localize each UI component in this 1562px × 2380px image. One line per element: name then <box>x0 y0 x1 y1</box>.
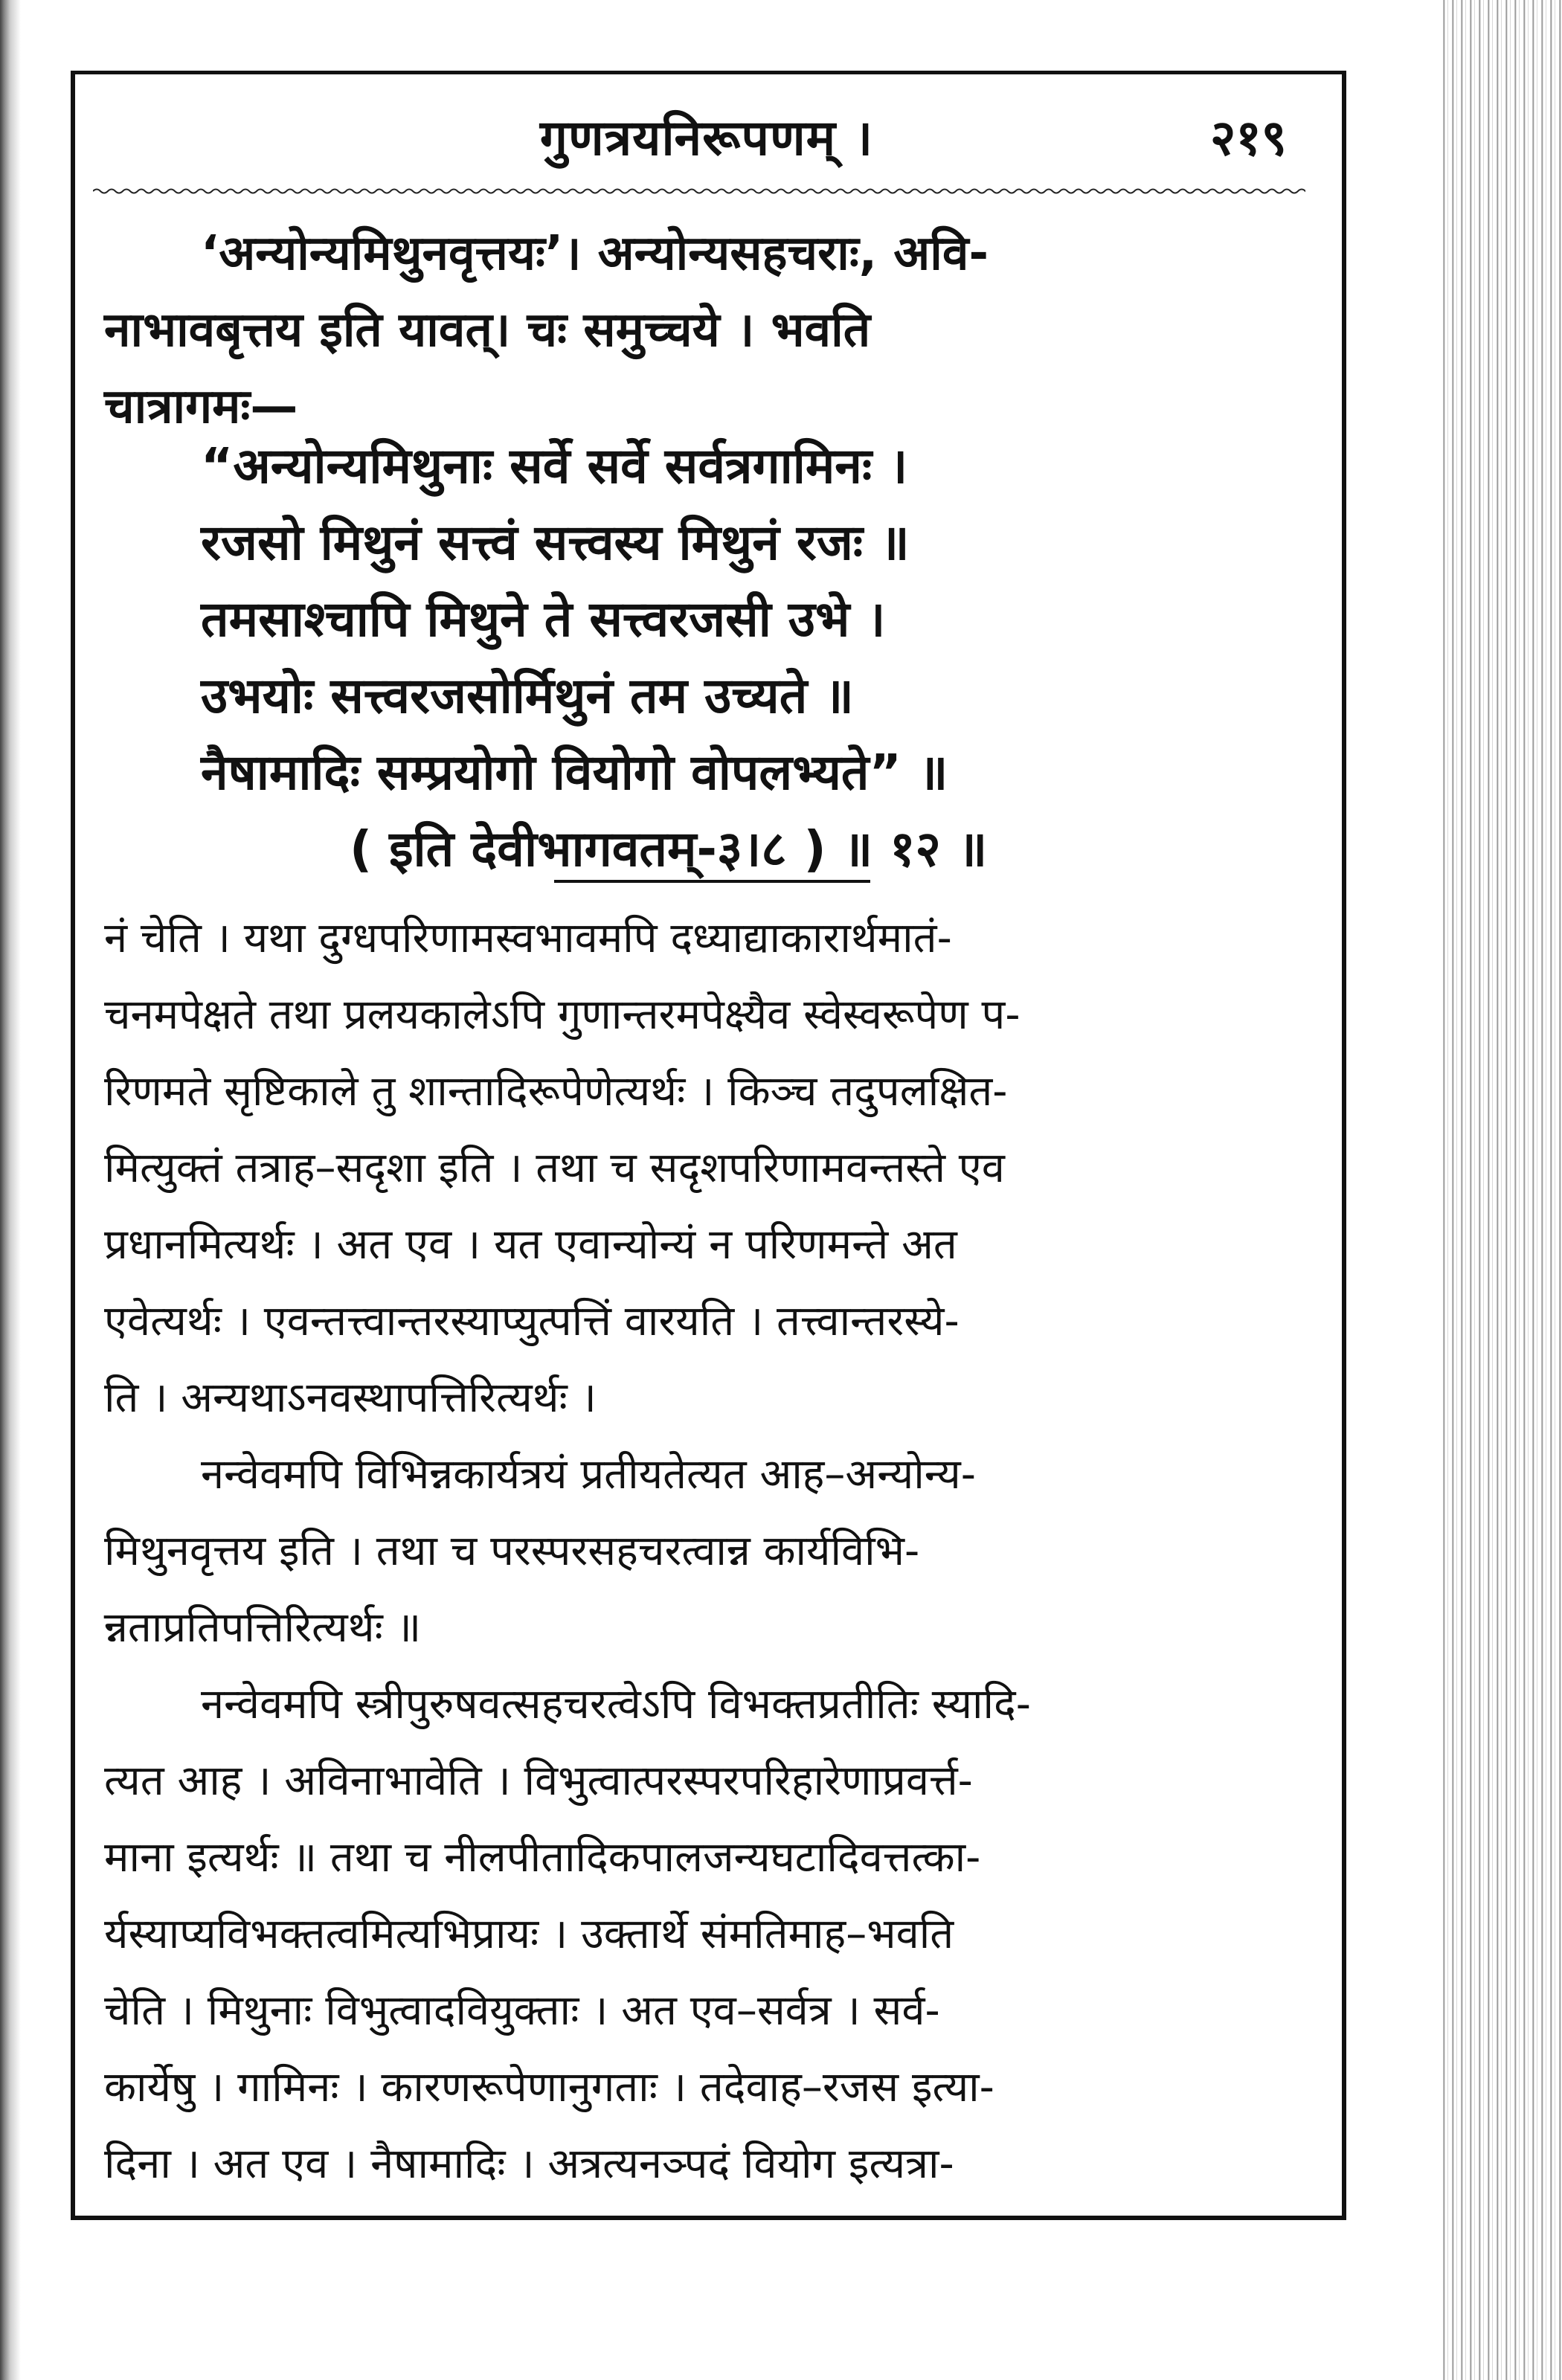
commentary-line: प्रधानमित्यर्थः । अत एव । यत एवान्योन्यं न परिणमन्ते अत <box>104 1220 957 1269</box>
verse-quotation <box>104 428 1294 887</box>
commentary-line: त्यत आह । अविनाभावेति । विभुत्वात्परस्परपरिहारेणाप्रवर्त्त- <box>104 1757 973 1805</box>
commentary-line: नन्वेवमपि विभिन्नकार्यत्रयं प्रतीयतेत्यत आह–अन्योन्य- <box>201 1450 976 1499</box>
verse-line: रजसो मिथुनं सत्त्वं सत्त्वस्य मिथुनं रजः ॥ <box>201 514 910 571</box>
verse-citation: ( इति देवीभागवतम्-३।८ ) ॥ १२ ॥ <box>350 820 988 878</box>
commentary-line: माना इत्यर्थः ॥ तथा च नीलपीतादिकपालजन्यघटादिवत्तत्का- <box>104 1833 981 1882</box>
mula-text <box>104 216 1294 446</box>
verse-line: नैषामादिः सम्प्रयोगो वियोगो वोपलभ्यते” ॥ <box>201 744 948 801</box>
verse-line: उभयोः सत्त्वरजसोर्मिथुनं तम उच्यते ॥ <box>201 667 854 724</box>
running-title: गुणत्रयनिरूपणम् । <box>539 109 874 167</box>
commentary-line: न्नताप्रतिपत्तिरित्यर्थः ॥ <box>104 1604 422 1652</box>
header-wavy-rule <box>93 186 1305 196</box>
mula-line: ‘अन्योन्यमिथुनवृत्तयः’। अन्योन्यसहचराः, अवि- <box>201 226 989 281</box>
commentary-text <box>104 900 1294 2202</box>
commentary-line: नं चेति । यथा दुग्धपरिणामस्वभावमपि दध्याद्याकारार्थमातं- <box>104 914 952 962</box>
commentary-line: मिथुनवृत्तय इति । तथा च परस्परसहचरत्वान्न कार्यविभि- <box>104 1527 920 1575</box>
book-page-edges <box>1439 0 1562 2380</box>
commentary-line: चेति । मिथुनाः विभुत्वादवियुक्ताः । अत एव–सर्वत्र । सर्व- <box>104 1987 940 2035</box>
commentary-line: र्यस्याप्यविभक्तत्वमित्यभिप्रायः । उक्तार्थे संमतिमाह–भवति <box>104 1910 954 1958</box>
commentary-line: नन्वेवमपि स्त्रीपुरुषवत्सहचरत्वेऽपि विभक्तप्रतीतिः स्यादि- <box>201 1680 1031 1728</box>
commentary-line: मित्युक्तं तत्राह–सदृशा इति । तथा च सदृशपरिणामवन्तस्ते एव <box>104 1144 1005 1192</box>
book-gutter-shadow <box>0 0 21 2380</box>
verse-line: “अन्योन्यमिथुनाः सर्वे सर्वे सर्वत्रगामिनः । <box>201 437 908 495</box>
page-header <box>104 89 1309 171</box>
commentary-line: दिना । अत एव । नैषामादिः । अत्रत्यनञ्पदं वियोग इत्यत्रा- <box>104 2140 954 2188</box>
section-separator-rule <box>554 880 870 883</box>
commentary-line: ति । अन्यथाऽनवस्थापत्तिरित्यर्थः । <box>104 1374 597 1422</box>
mula-line: चात्रागमः— <box>104 379 298 434</box>
page-number: २१९ <box>1210 109 1287 167</box>
mula-line: नाभावबृत्तय इति यावत्। चः समुच्चये । भवति <box>104 303 871 358</box>
commentary-line: कार्येषु । गामिनः । कारणरूपेणानुगताः । तदेवाह–रजस इत्या- <box>104 2063 994 2112</box>
verse-line: तमसाश्चापि मिथुने ते सत्त्वरजसी उभे । <box>201 591 886 648</box>
commentary-line: चनमपेक्षते तथा प्रलयकालेऽपि गुणान्तरमपेक्ष्यैव स्वेस्वरूपेण प- <box>104 991 1021 1039</box>
commentary-line: रिणमते सृष्टिकाले तु शान्तादिरूपेणेत्यर्थः । किञ्च तदुपलक्षित- <box>104 1067 1008 1116</box>
commentary-line: एवेत्यर्थः । एवन्तत्त्वान्तरस्याप्युत्पत्तिं वारयति । तत्त्वान्तरस्ये- <box>104 1297 960 1345</box>
